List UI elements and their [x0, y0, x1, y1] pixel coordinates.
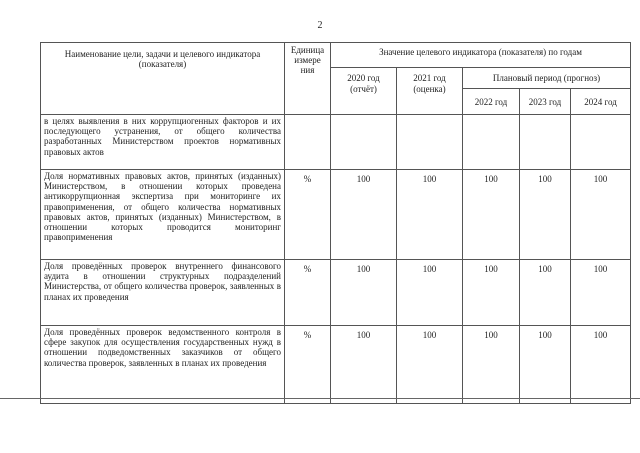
row-name-cell: Доля нормативных правовых актов, принятых (изданных) Министерством, в отношении которых проведена антикоррупционная экспертиза при мониторинге их правоприменения, от общего количества нормативных правовых актов, принятых (изданных) Министерством, в отношении которых проводится мониторинг правоприменения — [41, 170, 285, 260]
empty-cell — [285, 115, 331, 170]
value-2021-cell: 100 — [397, 260, 463, 326]
header-values-group: Значение целевого индикатора (показателя) по годам — [331, 43, 631, 68]
header-plan-period: Плановый период (прогноз) — [463, 68, 631, 89]
row-name-cell: Доля проведённых проверок ведомственного контроля в сфере закупок для осуществления государственных нужд в отношении подведомственных заказчиков от общего количества проверок, заявленных в планах их проведения — [41, 326, 285, 404]
value-2023-cell: 100 — [520, 170, 571, 260]
table-row — [41, 260, 631, 326]
header-year-2024: 2024 год — [571, 89, 631, 115]
empty-cell — [520, 115, 571, 170]
value-2024-cell: 100 — [571, 260, 631, 326]
header-name: Наименование цели, задачи и целевого индикатора (показателя) — [41, 43, 285, 115]
empty-cell — [571, 115, 631, 170]
header-year-2022: 2022 год — [463, 89, 520, 115]
value-2021-cell: 100 — [397, 326, 463, 404]
value-2022-cell: 100 — [463, 170, 520, 260]
table-row-continuation — [41, 115, 631, 170]
value-2024-cell: 100 — [571, 326, 631, 404]
table-row — [41, 170, 631, 260]
empty-cell — [397, 115, 463, 170]
value-2021-cell: 100 — [397, 170, 463, 260]
value-2020-cell: 100 — [331, 260, 397, 326]
empty-cell — [463, 115, 520, 170]
header-unit: Единица измере ния — [285, 43, 331, 115]
row-name-cell: Доля проведённых проверок внутреннего финансового аудита в отношении структурных подразделений Министерства, от общего количества проверок, заявленных в планах их проведения — [41, 260, 285, 326]
value-2020-cell: 100 — [331, 170, 397, 260]
value-2022-cell: 100 — [463, 260, 520, 326]
scan-edge-line — [0, 398, 640, 399]
indicator-table — [40, 42, 631, 404]
unit-cell: % — [285, 326, 331, 404]
value-2020-cell: 100 — [331, 326, 397, 404]
header-year-2023: 2023 год — [520, 89, 571, 115]
empty-cell — [331, 115, 397, 170]
row-name-cell: в целях выявления в них коррупциогенных факторов и их последующего устранения, от общего количества разработанных Министерством проектов нормативных правовых актов — [41, 115, 285, 170]
header-row-1 — [41, 43, 631, 68]
value-2022-cell: 100 — [463, 326, 520, 404]
page-number: 2 — [317, 20, 323, 31]
header-year-2021: 2021 год (оценка) — [397, 68, 463, 115]
value-2024-cell: 100 — [571, 170, 631, 260]
header-year-2020: 2020 год (отчёт) — [331, 68, 397, 115]
unit-cell: % — [285, 170, 331, 260]
value-2023-cell: 100 — [520, 326, 571, 404]
unit-cell: % — [285, 260, 331, 326]
value-2023-cell: 100 — [520, 260, 571, 326]
table-row — [41, 326, 631, 404]
